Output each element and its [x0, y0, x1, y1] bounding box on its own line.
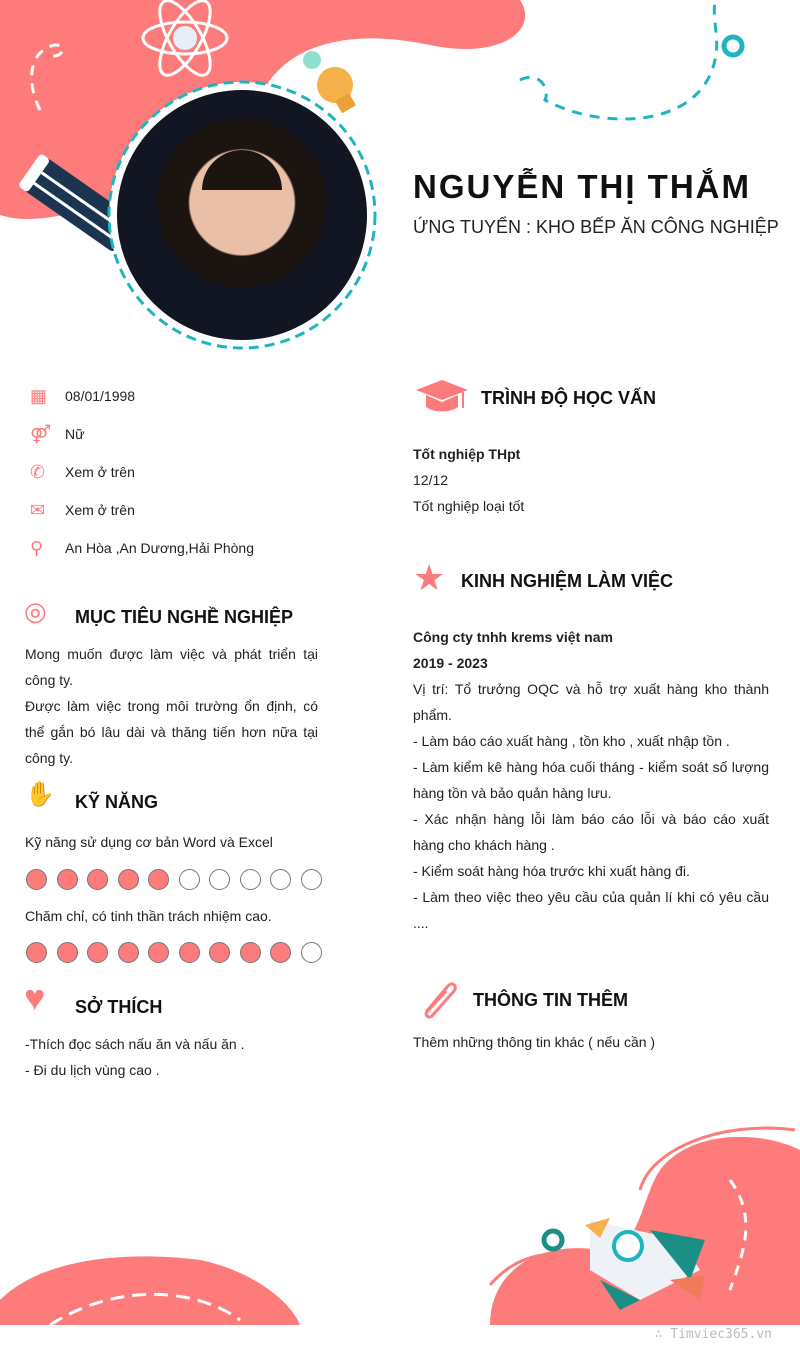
- gender-icon: ⚤: [30, 423, 52, 444]
- rating-dot-filled: [118, 869, 139, 890]
- objective-title: MỤC TIÊU NGHỀ NGHIỆP: [75, 607, 294, 627]
- rating-dot-empty: [301, 869, 322, 890]
- skill-rating: [26, 942, 322, 963]
- rating-dot-filled: [26, 942, 47, 963]
- hobbies-title: SỞ THÍCH: [75, 997, 163, 1017]
- location-icon: ⚲: [30, 537, 44, 558]
- contact-info: [30, 377, 360, 567]
- contact-gender: ⚤ Nữ: [30, 423, 85, 444]
- rating-dot-filled: [87, 869, 108, 890]
- skill-rating: [26, 869, 322, 890]
- rating-dot-filled: [179, 942, 200, 963]
- hobbies-text: -Thích đọc sách nấu ăn và nấu ăn . - Đi du lịch vùng cao .: [25, 1036, 245, 1078]
- rating-dot-filled: [148, 869, 169, 890]
- contact-email: ✉ Xem ở trên: [30, 499, 135, 520]
- skill-name: Kỹ năng sử dụng cơ bản Word và Excel: [25, 834, 273, 850]
- avatar-photo: [117, 90, 367, 340]
- experience-entry: Công cty tnhh krems việt nam 2019 - 2023 Vị trí: Tổ trưởng OQC và hỗ trợ xuất hàng kho thành phẩm. - Làm báo cáo xuất hàng , tồn kho , xuất nhập tồn . - Làm kiểm kê hàng hóa cuối tháng - kiểm soát số lượng hàng tồn và bảo quản hàng lưu. - Xác nhận hàng lỗi làm báo cáo lỗi và báo cáo xuất hàng cho khách hàng . - Kiểm soát hàng hóa trước khi xuất hàng đi. - Làm theo việc theo yêu cầu của quản lí khi có yêu cầu ....: [413, 629, 769, 931]
- watermark: ∴ Timviec365.vn: [654, 1327, 772, 1342]
- rating-dot-filled: [270, 942, 291, 963]
- applied-position: ỨNG TUYỂN : KHO BẾP ĂN CÔNG NGHIỆP: [413, 217, 779, 237]
- hand-icon: ✋: [25, 781, 55, 808]
- skill-name: Chăm chỉ, có tinh thần trách nhiệm cao.: [25, 908, 272, 924]
- target-icon: ◎: [24, 596, 47, 626]
- skills-title: KỸ NĂNG: [75, 792, 159, 812]
- rating-dot-filled: [240, 942, 261, 963]
- rating-dot-filled: [209, 942, 230, 963]
- rating-dot-empty: [301, 942, 322, 963]
- calendar-icon: ▦: [30, 385, 48, 406]
- rating-dot-empty: [240, 869, 261, 890]
- email-icon: ✉: [30, 499, 46, 520]
- contact-phone: ✆ Xem ở trên: [30, 461, 135, 482]
- experience-title: KINH NGHIỆM LÀM VIỆC: [461, 571, 674, 591]
- rating-dot-filled: [26, 869, 47, 890]
- rating-dot-filled: [148, 942, 169, 963]
- extra-text: Thêm những thông tin khác ( nếu cần ): [413, 1034, 656, 1050]
- extra-title: THÔNG TIN THÊM: [473, 990, 628, 1010]
- education-entry: Tốt nghiệp THpt 12/12 Tốt nghiệp loại tốt: [413, 446, 525, 514]
- rating-dot-empty: [270, 869, 291, 890]
- contact-address: ⚲ An Hòa ,An Dương,Hải Phòng: [30, 537, 254, 558]
- star-icon: ★: [413, 557, 446, 598]
- heart-icon: ♥: [24, 977, 46, 1018]
- graduation-cap-icon: [414, 380, 470, 416]
- phone-icon: ✆: [30, 461, 46, 482]
- education-title: TRÌNH ĐỘ HỌC VẤN: [481, 388, 656, 408]
- candidate-name: NGUYỄN THỊ THẮM: [413, 168, 751, 205]
- rating-dot-filled: [87, 942, 108, 963]
- rating-dot-filled: [57, 942, 78, 963]
- objective-text: Mong muốn được làm việc và phát triển tại công ty. Được làm việc trong môi trường ổn định, có thể gắn bó lâu dài và thăng tiến hơn nữa tại công ty.: [25, 646, 318, 766]
- contact-dob: ▦ 08/01/1998: [30, 385, 136, 406]
- paperclip-icon: [416, 978, 460, 1022]
- rating-dot-empty: [179, 869, 200, 890]
- rating-dot-filled: [57, 869, 78, 890]
- rating-dot-empty: [209, 869, 230, 890]
- rating-dot-filled: [118, 942, 139, 963]
